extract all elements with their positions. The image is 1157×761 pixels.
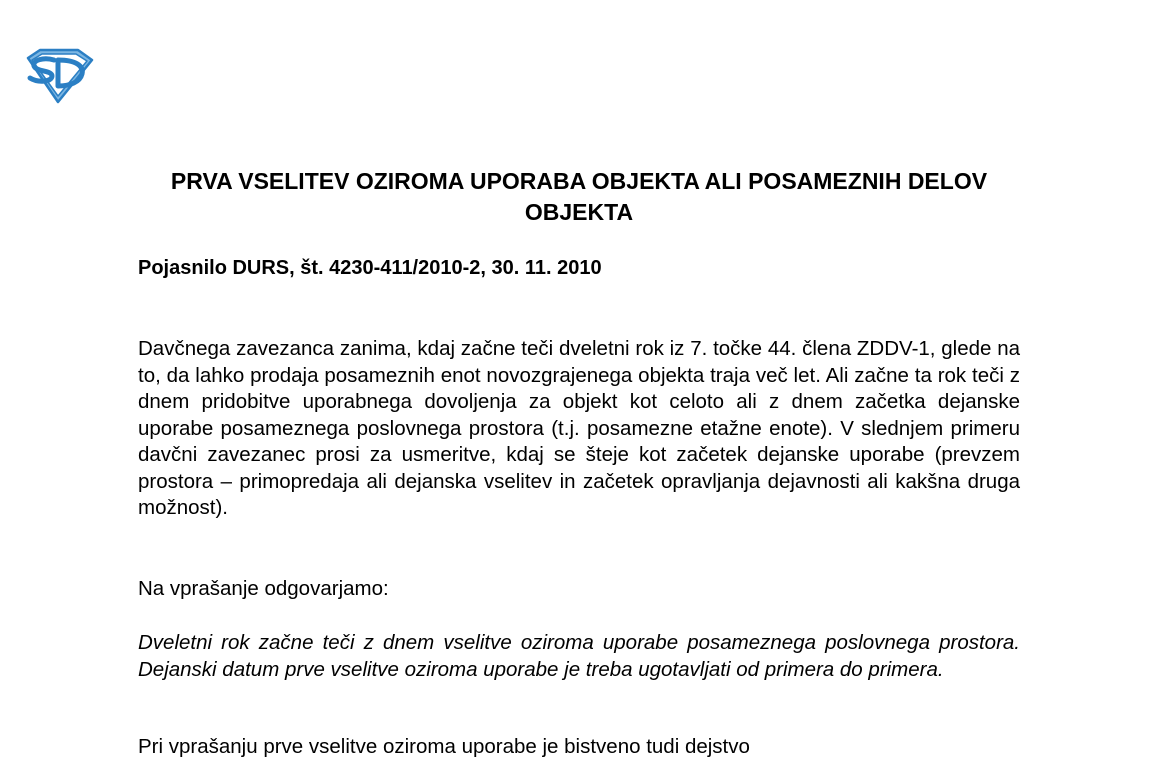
continuation-paragraph: Pri vprašanju prve vselitve oziroma uporabe je bistveno tudi dejstvo (138, 735, 750, 758)
answer-intro: Na vprašanje odgovarjamo: (138, 577, 389, 600)
question-paragraph: Davčnega zavezanca zanima, kdaj začne teči dveletni rok iz 7. točke 44. člena ZDDV-1, glede na to, da lahko prodaja posameznih enot novozgrajenega objekta traja več let. Ali začne ta rok teči z dnem pridobitve uporabnega dovoljenja za objekt kot celoto ali z dnem začetka dejanske uporabe posameznega poslovnega prostora (t.j. posamezne etažne enote). V slednjem primeru davčni zavezanec prosi za usmeritve, kdaj se šteje kot začetek dejanske uporabe (prevzem prostora – primopredaja ali dejanska vselitev in začetek opravljanja dejavnosti ali kakšna druga možnost). (138, 337, 1020, 519)
company-logo (22, 48, 96, 104)
document-title: PRVA VSELITEV OZIROMA UPORABA OBJEKTA ALI POSAMEZNIH DELOV OBJEKTA (170, 168, 988, 225)
answer-paragraph: Dveletni rok začne teči z dnem vselitve oziroma uporabe posameznega poslovnega prostora. Dejanski datum prve vselitve oziroma uporabe je treba ugotavljati od primera do primera. (138, 631, 1020, 681)
document-subtitle: Pojasnilo DURS, št. 4230-411/2010-2, 30. 11. 2010 (138, 257, 602, 279)
